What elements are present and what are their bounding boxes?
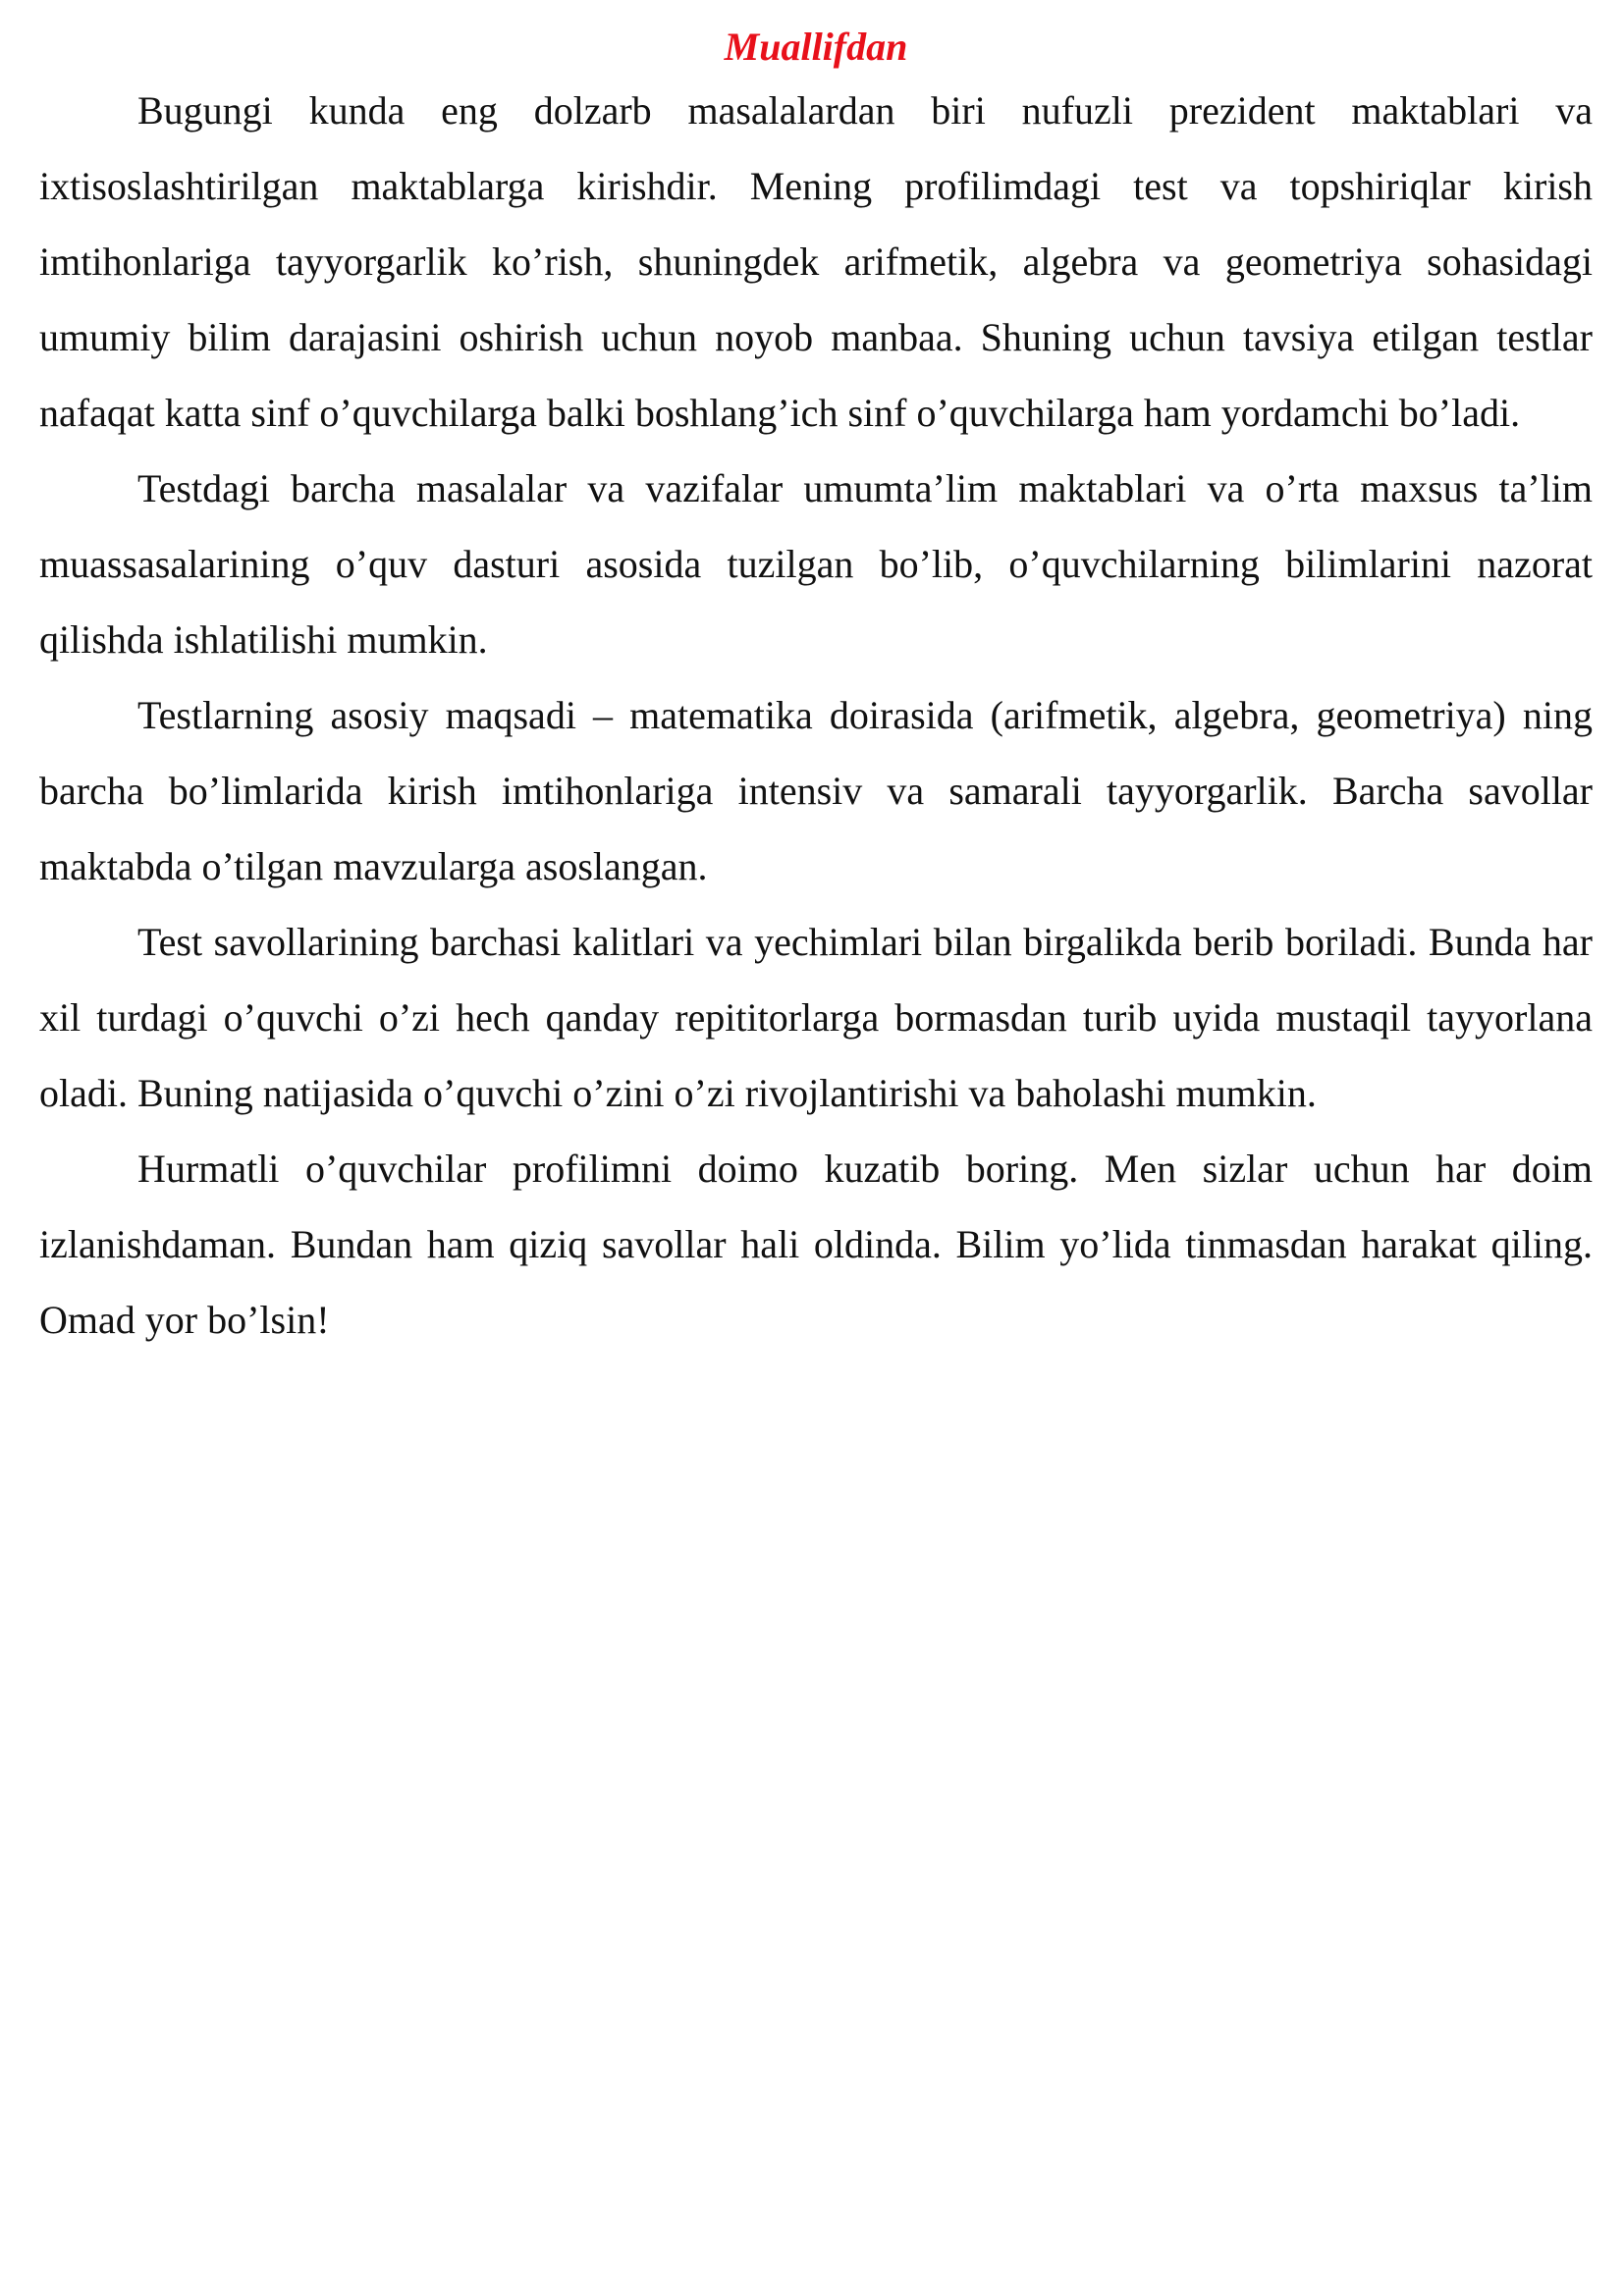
document-page xyxy=(39,22,1593,1358)
paragraph-1: Bugungi kunda eng dolzarb masalalardan biri nufuzli prezident maktablari va ixtisoslashtirilgan maktablarga kirishdir. Mening profilimdagi test va topshiriqlar kirish imtihonlariga tayyorgarlik ko’rish, shuningdek arifmetik, algebra va geometriya sohasidagi umumiy bilim darajasini oshirish uchun noyob manbaa. Shuning uchun tavsiya etilgan testlar nafaqat katta sinf o’quvchilarga balki boshlang’ich sinf o’quvchilarga ham yordamchi bo’ladi. xyxy=(39,88,1593,435)
paragraph-5: Hurmatli o’quvchilar profilimni doimo kuzatib boring. Men sizlar uchun har doim izlanishdaman. Bundan ham qiziq savollar hali oldinda. Bilim yo’lida tinmasdan harakat qiling. Omad yor bo’lsin! xyxy=(39,1147,1593,1342)
paragraph-3: Testlarning asosiy maqsadi – matematika doirasida (arifmetik, algebra, geometriya) ning barcha bo’limlarida kirish imtihonlariga intensiv va samarali tayyorgarlik. Barcha savollar maktabda o’tilgan mavzularga asoslangan. xyxy=(39,693,1593,888)
page-title: Muallifdan xyxy=(724,25,908,69)
paragraph-4: Test savollarining barchasi kalitlari va yechimlari bilan birgalikda berib boriladi. Bunda har xil turdagi o’quvchi o’zi hech qanday repititorlarga bormasdan turib uyida mustaqil tayyorlana oladi. Buning natijasida o’quvchi o’zini o’zi rivojlantirishi va baholashi mumkin. xyxy=(39,920,1593,1115)
paragraph-2: Testdagi barcha masalalar va vazifalar umumta’lim maktablari va o’rta maxsus ta’lim muassasalarining o’quv dasturi asosida tuzilgan bo’lib, o’quvchilarning bilimlarini nazorat qilishda ishlatilishi mumkin. xyxy=(39,466,1593,662)
